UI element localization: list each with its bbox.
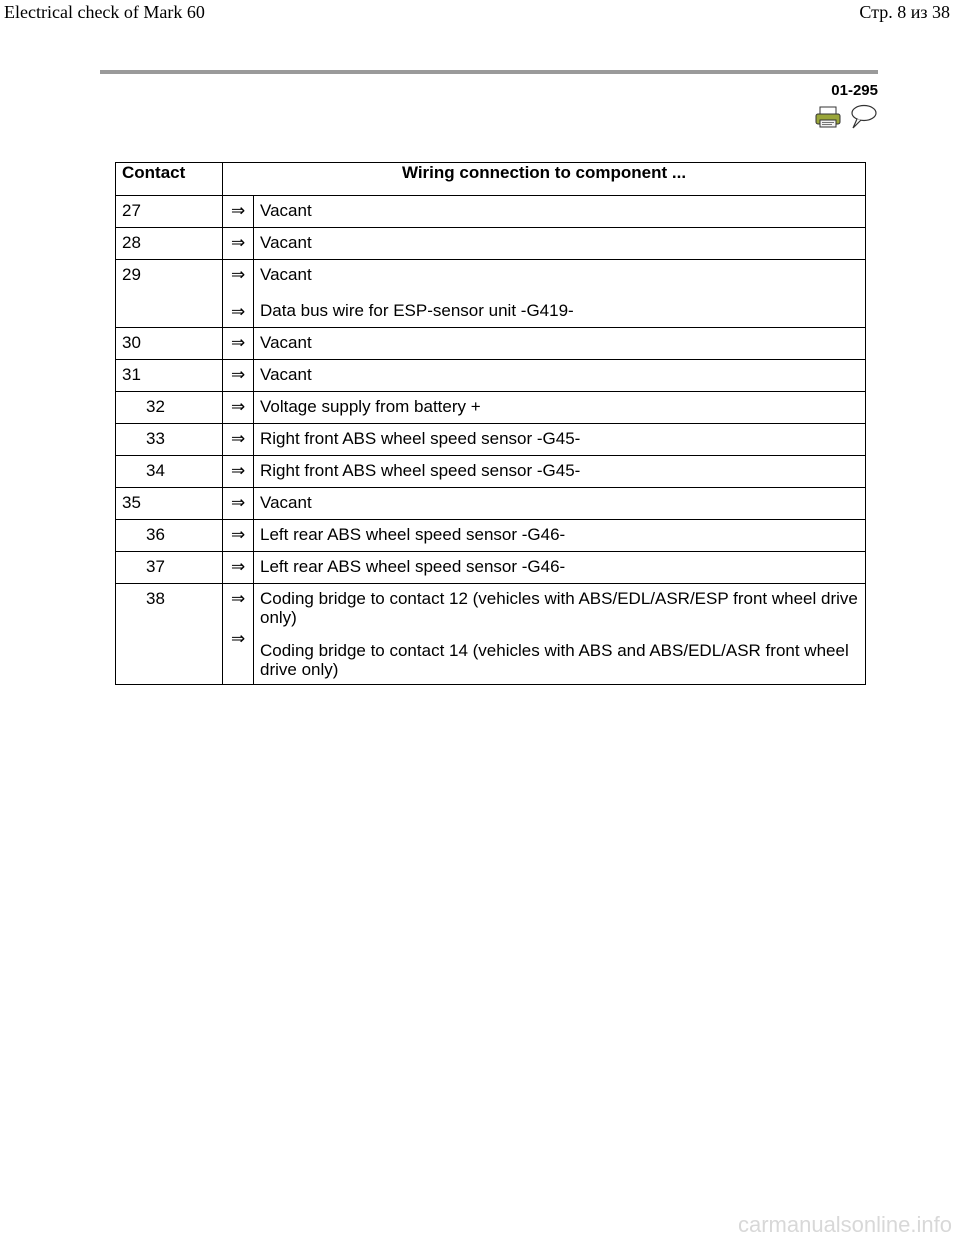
wiring-description: Left rear ABS wheel speed sensor -G46- — [254, 552, 866, 584]
contact-number: 31 — [116, 360, 223, 392]
arrow-icon: ⇒ — [231, 265, 246, 284]
contact-column-header: Contact — [116, 163, 223, 196]
document-number: 01-295 — [831, 82, 878, 99]
contact-number: 30 — [116, 328, 223, 360]
header-rule — [100, 70, 878, 74]
table-row — [116, 196, 866, 228]
contact-number: 37 — [116, 552, 223, 584]
speech-bubble-icon[interactable] — [848, 104, 878, 130]
table-row — [116, 520, 866, 552]
wiring-description: Vacant — [254, 196, 866, 228]
table-row — [116, 328, 866, 360]
contact-number: 32 — [116, 392, 223, 424]
arrow-icon: ⇒ — [223, 424, 254, 456]
wiring-description: Coding bridge to contact 12 (vehicles with ABS/EDL/ASR/ESP front wheel drive only) — [260, 589, 858, 627]
wiring-description: Coding bridge to contact 14 (vehicles with ABS and ABS/EDL/ASR front wheel drive only) — [260, 641, 849, 679]
window-title: Electrical check of Mark 60 — [4, 2, 205, 22]
arrow-icon: ⇒ — [223, 360, 254, 392]
arrow-icon: ⇒ — [223, 456, 254, 488]
arrow-icon: ⇒ — [223, 328, 254, 360]
table-row — [116, 360, 866, 392]
arrow-icon: ⇒ — [223, 520, 254, 552]
wiring-column-header: Wiring connection to component ... — [223, 163, 866, 196]
wiring-description: Data bus wire for ESP-sensor unit -G419- — [260, 301, 574, 320]
wiring-description: Left rear ABS wheel speed sensor -G46- — [254, 520, 866, 552]
contact-number: 29 — [116, 260, 223, 328]
page-counter: Стр. 8 из 38 — [859, 2, 950, 22]
arrow-icon: ⇒ — [223, 196, 254, 228]
contact-number: 38 — [116, 584, 223, 685]
table-row — [116, 424, 866, 456]
table-row — [116, 456, 866, 488]
contact-number: 34 — [116, 456, 223, 488]
arrow-icon: ⇒ — [231, 589, 246, 608]
table-row — [116, 584, 866, 685]
table-row — [116, 552, 866, 584]
wiring-description: Right front ABS wheel speed sensor -G45- — [254, 456, 866, 488]
arrow-icon: ⇒ — [223, 488, 254, 520]
watermark: carmanualsonline.info — [737, 1212, 952, 1237]
wiring-description: Vacant — [254, 328, 866, 360]
arrow-icon: ⇒ — [223, 552, 254, 584]
table-row — [116, 488, 866, 520]
contact-number: 36 — [116, 520, 223, 552]
wiring-table — [115, 162, 866, 685]
wiring-description: Voltage supply from battery + — [254, 392, 866, 424]
wiring-description: Vacant — [260, 265, 312, 284]
table-row — [116, 260, 866, 328]
arrow-icon: ⇒ — [231, 302, 246, 321]
table-row — [116, 392, 866, 424]
table-row — [116, 228, 866, 260]
wiring-description: Vacant — [254, 228, 866, 260]
wiring-description: Vacant — [254, 488, 866, 520]
contact-number: 33 — [116, 424, 223, 456]
contact-number: 28 — [116, 228, 223, 260]
arrow-icon: ⇒ — [223, 392, 254, 424]
arrow-icon: ⇒ — [231, 629, 246, 648]
contact-number: 27 — [116, 196, 223, 228]
contact-number: 35 — [116, 488, 223, 520]
printer-icon[interactable] — [815, 106, 841, 128]
wiring-description: Vacant — [254, 360, 866, 392]
wiring-description: Right front ABS wheel speed sensor -G45- — [254, 424, 866, 456]
table-header-row — [116, 163, 866, 196]
arrow-icon: ⇒ — [223, 228, 254, 260]
